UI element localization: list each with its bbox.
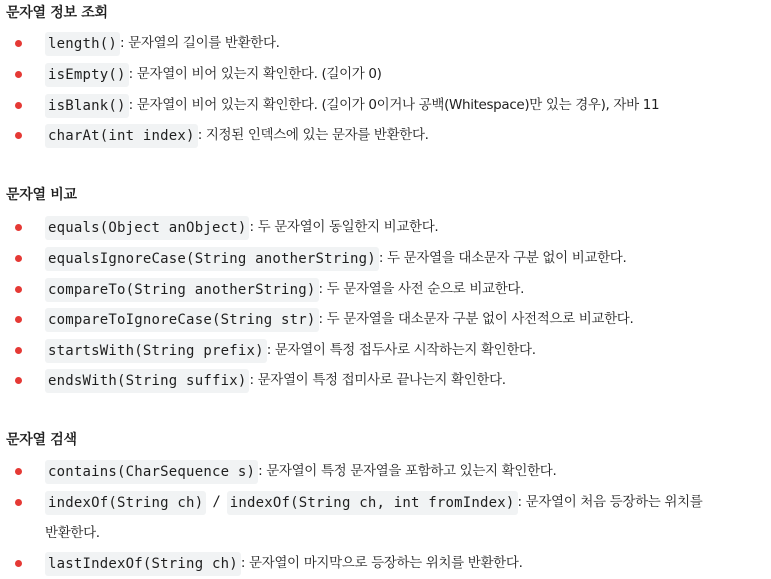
item-description-continuation: 반환한다.: [45, 525, 100, 541]
separator: /: [212, 494, 221, 510]
bullet-icon: [15, 377, 22, 384]
bullet-icon: [15, 468, 22, 475]
code-span: indexOf(String ch): [45, 491, 206, 515]
item-description: : 두 문자열을 대소문자 구분 없이 사전적으로 비교한다.: [318, 311, 634, 327]
list-item: [0, 548, 771, 579]
item-description: : 두 문자열을 사전 순으로 비교한다.: [318, 281, 525, 297]
list-item: [0, 59, 771, 90]
list-item: [0, 304, 771, 335]
section-heading: 문자열 정보 조회: [6, 5, 108, 21]
item-description: : 문자열이 특정 접두사로 시작하는지 확인한다.: [266, 342, 536, 358]
bullet-icon: [15, 560, 22, 567]
section-heading: 문자열 비교: [6, 187, 77, 203]
bullet-icon: [15, 286, 22, 293]
bullet-icon: [15, 316, 22, 323]
section-heading: 문자열 검색: [6, 432, 77, 448]
bullet-icon: [15, 347, 22, 354]
bullet-icon: [15, 255, 22, 262]
code-span: startsWith(String prefix): [45, 339, 267, 363]
code-span: isBlank(): [45, 94, 129, 118]
code-span: equals(Object anObject): [45, 216, 249, 240]
list-item: [0, 274, 771, 305]
bullet-icon: [15, 499, 22, 506]
item-description: : 문자열의 길이를 반환한다.: [120, 35, 280, 51]
code-span: isEmpty(): [45, 63, 129, 87]
item-description: : 문자열이 특정 문자열을 포함하고 있는지 확인한다.: [258, 463, 557, 479]
code-span: equalsIgnoreCase(String anotherString): [45, 247, 379, 271]
code-span: length(): [45, 32, 120, 56]
list-item: [0, 335, 771, 366]
code-span: indexOf(String ch, int fromIndex): [227, 491, 518, 515]
item-description: : 문자열이 마지막으로 등장하는 위치를 반환한다.: [240, 555, 523, 571]
item-description: : 문자열이 처음 등장하는 위치를: [517, 494, 703, 510]
code-span: contains(CharSequence s): [45, 460, 258, 484]
list-item: [0, 120, 771, 151]
list-item: [0, 90, 771, 121]
list-item: [0, 365, 771, 396]
item-description: : 문자열이 비어 있는지 확인한다. (길이가 0): [128, 66, 382, 82]
code-span: lastIndexOf(String ch): [45, 552, 241, 576]
item-description: : 문자열이 특정 접미사로 끝나는지 확인한다.: [249, 372, 506, 388]
bullet-icon: [15, 132, 22, 139]
item-description: : 지정된 인덱스에 있는 문자를 반환한다.: [197, 127, 429, 143]
item-description: : 문자열이 비어 있는지 확인한다. (길이가 0이거나 공백(Whitespace)만 있는 경우), 자바 11: [128, 97, 660, 113]
code-span: charAt(int index): [45, 124, 198, 148]
list-item: [0, 28, 771, 59]
bullet-icon: [15, 102, 22, 109]
bullet-icon: [15, 224, 22, 231]
code-span: compareTo(String anotherString): [45, 278, 319, 302]
item-description: : 두 문자열을 대소문자 구분 없이 비교한다.: [378, 250, 627, 266]
bullet-icon: [15, 40, 22, 47]
list-item: [0, 212, 771, 243]
code-span: compareToIgnoreCase(String str): [45, 308, 319, 332]
list-item: [0, 487, 771, 548]
item-description: : 두 문자열이 동일한지 비교한다.: [249, 219, 439, 235]
code-span: endsWith(String suffix): [45, 369, 249, 393]
bullet-icon: [15, 71, 22, 78]
list-item: [0, 456, 771, 487]
list-item: [0, 243, 771, 274]
